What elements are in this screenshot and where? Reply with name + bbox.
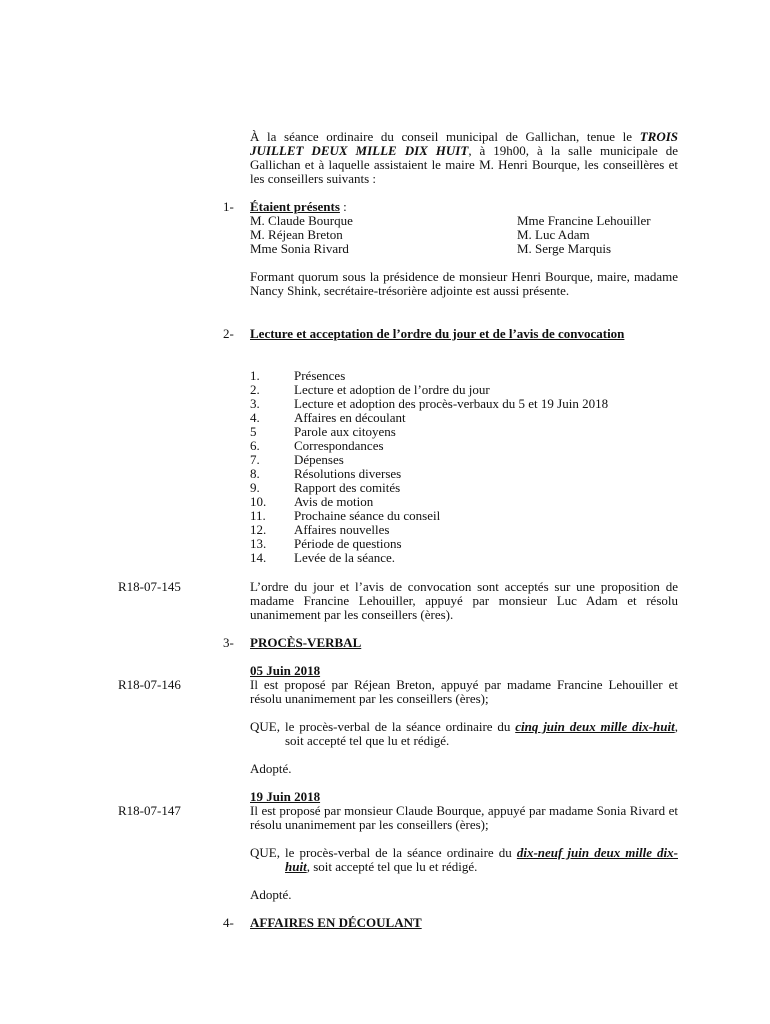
agenda-item	[250, 397, 678, 411]
attendee: M. Réjean Breton	[250, 227, 343, 242]
adopted-text: Adopté.	[250, 761, 292, 776]
que-clause	[250, 720, 678, 748]
que-text-1: le procès-verbal de la séance ordinaire du	[285, 719, 516, 734]
section-3-heading: PROCÈS-VERBAL	[250, 635, 362, 650]
agenda-item-number: 1.	[250, 368, 260, 383]
attendees-grid	[250, 214, 678, 256]
agenda-item-number: 10.	[250, 494, 267, 509]
intro-text-2: , à 19h00, à la salle municipale de Gallichan et à laquelle assistaient le maire M. Henri Bourque, les conseillères et les conseillers suivants :	[250, 143, 678, 186]
section-1-heading-suffix: :	[339, 199, 347, 214]
resolution-text: Il est proposé par monsieur Claude Bourque, appuyé par madame Sonia Rivard et résolu unanimement par les conseillers (ères);	[250, 803, 678, 832]
agenda-list	[250, 369, 678, 565]
agenda-item	[250, 509, 678, 523]
section-2-heading: Lecture et acceptation de l’ordre du jour et de l’avis de convocation	[250, 326, 625, 341]
que-clause	[250, 846, 678, 874]
agenda-item-number: 2.	[250, 382, 260, 397]
intro-paragraph	[250, 130, 678, 186]
agenda-item-number: 13.	[250, 536, 267, 551]
agenda-item	[250, 383, 678, 397]
agenda-item	[250, 439, 678, 453]
agenda-item	[250, 369, 678, 383]
agenda-item-number: 14.	[250, 550, 267, 565]
agenda-item-label: Présences	[294, 368, 346, 383]
que-label: QUE,	[250, 845, 280, 860]
section-4-number: 4-	[223, 915, 234, 930]
agenda-item-label: Résolutions diverses	[294, 466, 402, 481]
agenda-item-label: Période de questions	[294, 536, 402, 551]
agenda-item-number: 8.	[250, 466, 260, 481]
agenda-item-number: 4.	[250, 410, 260, 425]
minutes-date-heading: 19 Juin 2018	[250, 789, 321, 804]
resolution-text: Il est proposé par Réjean Breton, appuyé par madame Francine Lehouiller et résolu unanimement par les conseillers (ères);	[250, 677, 678, 706]
attendee: M. Luc Adam	[517, 227, 590, 242]
que-label: QUE,	[250, 719, 280, 734]
agenda-item-number: 5	[250, 424, 257, 439]
minutes-date-heading: 05 Juin 2018	[250, 663, 321, 678]
section-3-number: 3-	[223, 635, 234, 650]
resolution-number: R18-07-145	[118, 579, 181, 594]
agenda-item	[250, 453, 678, 467]
minutes-date-emphasis: cinq juin deux mille dix-huit	[515, 719, 675, 734]
agenda-item	[250, 537, 678, 551]
agenda-item	[250, 467, 678, 481]
section-1-number: 1-	[223, 199, 234, 214]
section-1-attendance	[250, 200, 678, 256]
agenda-item-label: Lecture et adoption de l’ordre du jour	[294, 382, 490, 397]
section-1-heading: Étaient présents	[250, 199, 340, 214]
resolution-number: R18-07-146	[118, 677, 181, 692]
section-2-number: 2-	[223, 326, 234, 341]
agenda-item-label: Lecture et adoption des procès-verbaux du 5 et 19 Juin 2018	[294, 396, 609, 411]
agenda-item-number: 11.	[250, 508, 266, 523]
resolution-number: R18-07-147	[118, 803, 181, 818]
agenda-item	[250, 481, 678, 495]
agenda-item	[250, 411, 678, 425]
meeting-date-emphasis: TROIS JUILLET DEUX MILLE DIX HUIT	[250, 129, 678, 158]
attendee: M. Serge Marquis	[517, 241, 612, 256]
attendee: Mme Francine Lehouiller	[517, 213, 651, 228]
agenda-item-label: Affaires en découlant	[294, 410, 406, 425]
que-text-1: le procès-verbal de la séance ordinaire du	[285, 845, 517, 860]
agenda-item-label: Affaires nouvelles	[294, 522, 390, 537]
agenda-item-label: Parole aux citoyens	[294, 424, 396, 439]
agenda-item-label: Dépenses	[294, 452, 344, 467]
agenda-item	[250, 523, 678, 537]
agenda-item-number: 3.	[250, 396, 260, 411]
agenda-item-number: 6.	[250, 438, 260, 453]
agenda-item-label: Correspondances	[294, 438, 384, 453]
attendee: M. Claude Bourque	[250, 213, 353, 228]
agenda-item	[250, 495, 678, 509]
que-text-2: , soit accepté tel que lu et rédigé.	[285, 719, 678, 748]
agenda-item-label: Prochaine séance du conseil	[294, 508, 441, 523]
agenda-item-number: 12.	[250, 522, 267, 537]
que-text-2: , soit accepté tel que lu et rédigé.	[306, 859, 478, 874]
quorum-paragraph: Formant quorum sous la présidence de monsieur Henri Bourque, maire, madame Nancy Shink, secrétaire-trésorière adjointe est aussi présente.	[250, 269, 678, 298]
agenda-list-container	[250, 369, 678, 565]
agenda-item-label: Rapport des comités	[294, 480, 401, 495]
agenda-item-label: Avis de motion	[294, 494, 374, 509]
minutes-date-emphasis: dix-neuf juin deux mille dix-huit	[285, 845, 678, 874]
agenda-item	[250, 551, 678, 565]
attendee: Mme Sonia Rivard	[250, 241, 349, 256]
adopted-text: Adopté.	[250, 887, 292, 902]
resolution-text: L’ordre du jour et l’avis de convocation sont acceptés sur une proposition de madame Francine Lehouiller, appuyé par monsieur Luc Adam et résolu unanimement par les conseillers (ères).	[250, 579, 678, 622]
section-4-heading: AFFAIRES EN DÉCOULANT	[250, 915, 422, 930]
agenda-item-label: Levée de la séance.	[294, 550, 396, 565]
intro-text-1: À la séance ordinaire du conseil municipal de Gallichan, tenue le	[250, 129, 640, 144]
agenda-item-number: 7.	[250, 452, 260, 467]
agenda-item-number: 9.	[250, 480, 260, 495]
agenda-item	[250, 425, 678, 439]
